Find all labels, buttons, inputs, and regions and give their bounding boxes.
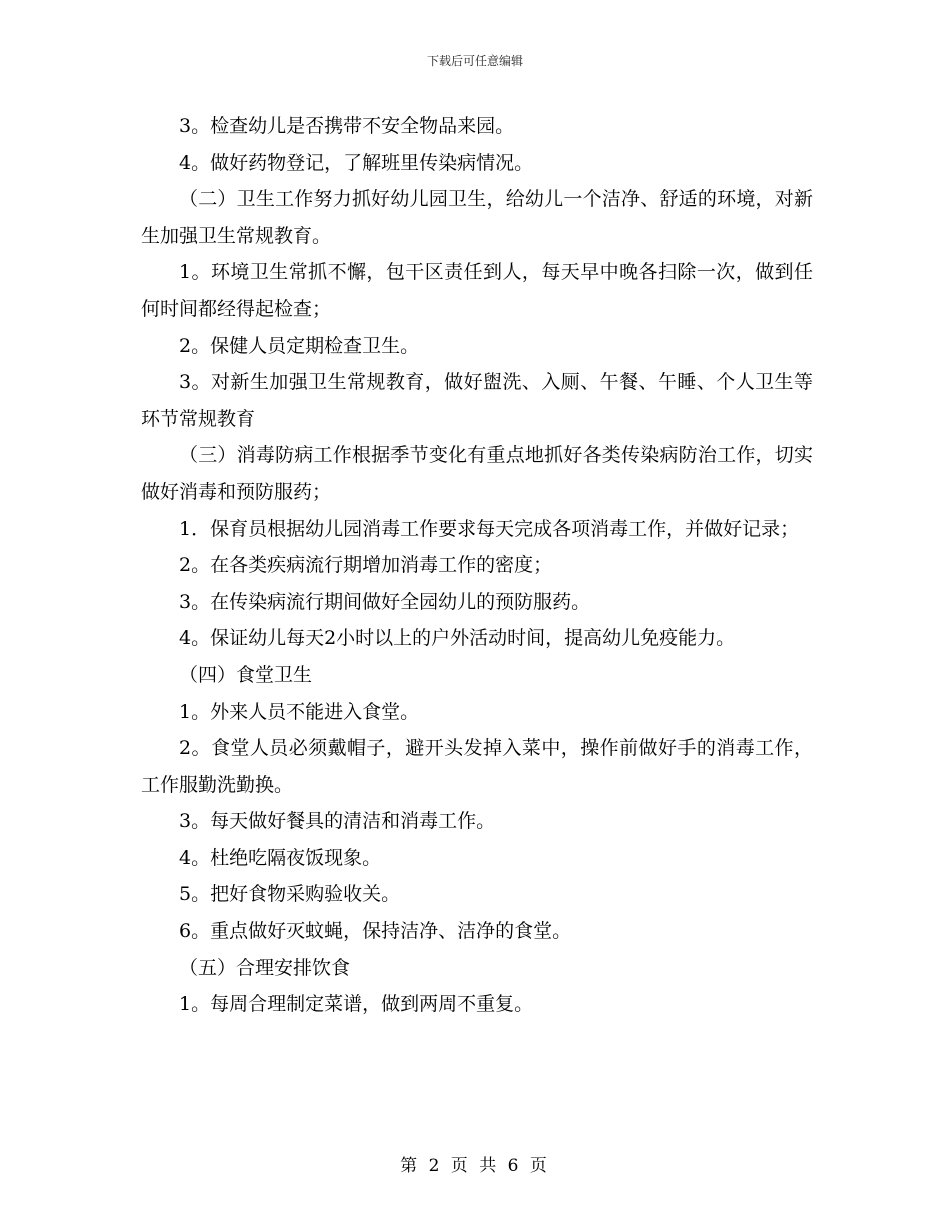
paragraph-item-6-pests: 6。重点做好灭蚊蝇，保持洁净、洁净的食堂。: [179, 920, 572, 943]
paragraph-item-2-density: 2。在各类疾病流行期增加消毒工作的密度；: [179, 554, 553, 577]
section-heading-canteen: （四）食堂卫生: [179, 663, 313, 686]
section-heading-hygiene: （二）卫生工作努力抓好幼儿园卫生，给幼儿一个洁净、舒适的环境，对新生加强卫生常规教育。: [141, 188, 813, 247]
page-header: 下载后可任意编辑: [426, 54, 523, 68]
paragraph-item-4-outdoor: 4。保证幼儿每天2小时以上的户外活动时间，提高幼儿免疫能力。: [179, 627, 736, 650]
page-number-footer: 第 2 页 共 6 页: [400, 1156, 550, 1176]
paragraph-item-4-medicine: 4。做好药物登记，了解班里传染病情况。: [179, 151, 534, 174]
section-heading-diet: （五）合理安排饮食: [179, 956, 351, 979]
paragraph-item-5-purchase: 5。把好食物采购验收关。: [179, 883, 401, 906]
paragraph-item-1-caregiver: 1．保育员根据幼儿园消毒工作要求每天完成各项消毒工作，并做好记录；: [179, 517, 800, 540]
paragraph-item-3-tableware: 3。每天做好餐具的清洁和消毒工作。: [179, 810, 496, 833]
paragraph-item-3-check: 3。检查幼儿是否携带不安全物品来园。: [179, 115, 515, 137]
paragraph-item-3-routine: 3。对新生加强卫生常规教育，做好盥洗、入厕、午餐、午睡、个人卫生等环节常规教育: [141, 371, 813, 430]
paragraph-item-2-hats: 2。食堂人员必须戴帽子，避开头发掉入菜中，操作前做好手的消毒工作，工作服勤洗勤换。: [141, 737, 813, 796]
section-heading-disinfection: （三）消毒防病工作根据季节变化有重点地抓好各类传染病防治工作，切实做好消毒和预防服药；: [141, 444, 813, 503]
document-body: [141, 108, 813, 1023]
paragraph-item-1-environment: 1。环境卫生常抓不懈，包干区责任到人，每天早中晚各扫除一次，做到任何时间都经得起检查；: [141, 261, 813, 320]
paragraph-item-1-outsiders: 1。外来人员不能进入食堂。: [179, 700, 420, 723]
paragraph-item-3-prevention: 3。在传染病流行期间做好全园幼儿的预防服药。: [179, 590, 591, 613]
paragraph-item-1-menu: 1。每周合理制定菜谱，做到两周不重复。: [179, 993, 534, 1016]
paragraph-item-2-health-staff: 2。保健人员定期检查卫生。: [179, 334, 420, 357]
paragraph-item-4-leftovers: 4。杜绝吃隔夜饭现象。: [179, 846, 382, 869]
